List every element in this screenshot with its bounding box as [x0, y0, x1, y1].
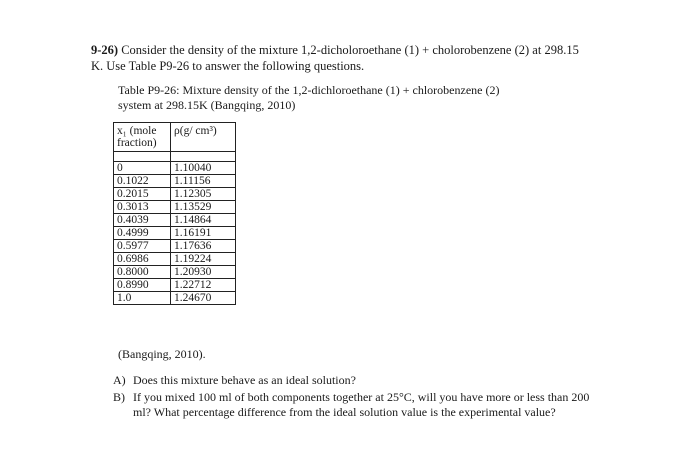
density-cell: 1.16191	[171, 227, 236, 240]
table-row	[114, 227, 236, 240]
density-cell: 1.12305	[171, 188, 236, 201]
mole-fraction-cell: 0.8990	[114, 279, 171, 292]
table-row	[114, 240, 236, 253]
table-header-mole-fraction: x₁ (mole fraction)	[114, 123, 171, 152]
table-row	[114, 266, 236, 279]
question-a-label: A)	[113, 373, 126, 387]
table-row	[114, 175, 236, 188]
density-cell: 1.19224	[171, 253, 236, 266]
mole-fraction-cell: 0.5977	[114, 240, 171, 253]
table-row	[114, 201, 236, 214]
table-caption-line-2: system at 298.15K (Bangqing, 2010)	[118, 98, 296, 112]
problem-number: 9-26)	[91, 43, 119, 57]
question-b-label: B)	[113, 390, 125, 404]
problem-text: Consider the density of the mixture 1,2-dicholoroethane (1) + cholorobenzene (2) at 298.15 K. Use Table P9-26 to answer the following questions.	[91, 43, 579, 73]
mole-fraction-cell: 0.4999	[114, 227, 171, 240]
density-cell: 1.24670	[171, 292, 236, 305]
density-cell: 1.14864	[171, 214, 236, 227]
table-caption-line-1: Table P9-26: Mixture density of the 1,2-dichloroethane (1) + chlorobenzene (2)	[118, 83, 500, 97]
question-b-text: If you mixed 100 ml of both components together at 25°C, will you have more or less than 200 ml? What percentage difference from the ideal solution value is the experimental value?	[133, 390, 590, 419]
density-cell: 1.20930	[171, 266, 236, 279]
table-row	[114, 292, 236, 305]
mole-fraction-cell: 0.2015	[114, 188, 171, 201]
table-header-density: ρ(g/ cm³)	[171, 123, 236, 152]
question-b	[113, 390, 593, 420]
mole-fraction-cell: 1.0	[114, 292, 171, 305]
question-a-text: Does this mixture behave as an ideal solution?	[133, 373, 356, 387]
mole-fraction-cell: 0.3013	[114, 201, 171, 214]
problem-statement	[91, 42, 591, 74]
table-row	[114, 162, 236, 175]
density-cell: 1.17636	[171, 240, 236, 253]
density-table	[113, 122, 236, 305]
question-a	[113, 373, 593, 388]
table-row	[114, 279, 236, 292]
mole-fraction-cell: 0.6986	[114, 253, 171, 266]
table-row	[114, 214, 236, 227]
source-note: (Bangqing, 2010).	[118, 347, 206, 361]
table-row	[114, 253, 236, 266]
mole-fraction-cell: 0.4039	[114, 214, 171, 227]
table-row	[114, 188, 236, 201]
density-cell: 1.11156	[171, 175, 236, 188]
density-cell: 1.22712	[171, 279, 236, 292]
table-caption	[118, 83, 588, 113]
table-body	[114, 152, 236, 305]
mole-fraction-cell: 0.1022	[114, 175, 171, 188]
question-list	[113, 373, 593, 422]
density-cell: 1.13529	[171, 201, 236, 214]
density-cell: 1.10040	[171, 162, 236, 175]
mole-fraction-cell: 0.8000	[114, 266, 171, 279]
mole-fraction-cell: 0	[114, 162, 171, 175]
